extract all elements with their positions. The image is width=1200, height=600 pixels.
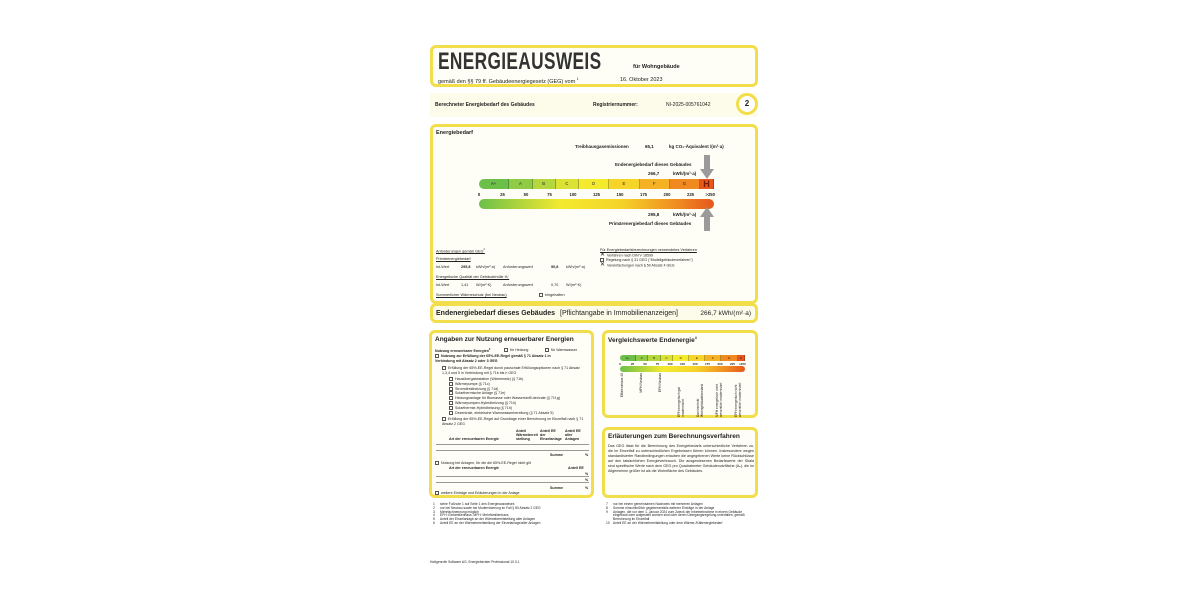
footnote: 1 siehe Fußnote 1 auf Seite 1 des Energieausweises — [433, 502, 515, 506]
col-share-header: Anteil Wärmebereitstellung — [516, 429, 538, 442]
method-item[interactable] — [600, 258, 693, 262]
energy-class-A: A — [509, 179, 532, 189]
comparison-label: MFH Neubau — [639, 373, 643, 393]
co2-label: Treibhausgasemissionen — [575, 144, 629, 149]
comparison-label: MFH energetisch nicht wesentlich modernisiert — [715, 382, 723, 417]
final-energy-label: Endenergiebedarf dieses Gebäudes — [436, 309, 556, 317]
col-all-header: Anteil EE aller Anlagen — [565, 429, 581, 442]
checked-x-icon: ✕ — [600, 262, 606, 268]
energy-class-G: G — [721, 355, 737, 361]
primary-energy-gradient-bar — [479, 199, 714, 209]
footnote: 3 Mehrfachnennung möglich — [433, 509, 479, 514]
option-checkbox[interactable]: Solarthermie-Hybridheizung (§ 71h) — [449, 406, 512, 410]
footnote: 8 Summe einschließlich gegebenenfalls weiterer Einträge in der Anlage — [606, 505, 715, 510]
method-label: Verfahren nach DIN V 18599 — [607, 253, 653, 258]
scale-tick: 25 — [500, 192, 505, 197]
more-entries-checkbox[interactable]: weitere Einträge und Erläuterungen in der Anlage — [435, 491, 520, 495]
scale-tick: >250 — [738, 362, 746, 366]
energy-class-F: F — [705, 355, 721, 361]
scale-tick: 225 — [729, 362, 736, 366]
energy-class-D: D — [579, 179, 609, 189]
comparison-label: Effizienzhaus 40 — [620, 373, 624, 398]
requirements-title: Anforderungen gemäß GEG$^2$ — [436, 248, 485, 254]
footnote: 9 Anlagen, die vor dem 1. Januar 2024 zum Zweck der Inbetriebnahme in einem Gebäude eingebaut oder aufgestellt worden sind oder deren Übergangsregelung unterfallen, gemäß Berechnung im Einzelfall — [606, 509, 745, 522]
option-checkbox[interactable]: Dezentrale, elektrische Warmwasserbereitung (§ 71 Absatz 5) — [449, 411, 554, 415]
document-title: ENERGIEAUSWEIS — [438, 48, 602, 75]
requirements-section — [436, 248, 596, 303]
scale-tick: 25 — [630, 362, 635, 366]
energy-class-H: H — [700, 179, 714, 189]
energy-class-C: C — [661, 355, 673, 361]
scale-tick: 50 — [523, 192, 529, 197]
scale-tick: 100 — [667, 362, 673, 366]
end-energy-arrow-icon — [700, 155, 714, 179]
method-label: Regelung nach § 31 GEG ("Modellgebäudeverfahren") — [606, 258, 693, 262]
energy-class-D: D — [673, 355, 689, 361]
end-energy-value: 266,7 — [648, 171, 660, 176]
end-energy-unit: kWh/(m²·a) — [673, 171, 697, 176]
sum-label: Summe — [550, 453, 563, 457]
anf-unit: kWh/(m²·a) — [566, 265, 585, 269]
comparison-scale — [620, 355, 745, 361]
footnote: 7 nur bei einem gemeinsamen Nachweis mit mehreren Anlagen — [606, 502, 703, 506]
heating-checkbox[interactable]: für Heizung — [504, 348, 528, 352]
row-percent: % — [585, 478, 589, 482]
summer-checkbox[interactable]: eingehalten — [539, 293, 565, 297]
energy-class-H: H — [738, 355, 745, 361]
energy-demand-title: Energiebedarf — [436, 130, 473, 136]
checked-x-icon: ✕ — [600, 252, 606, 258]
env-anf-unit: W/(m²·K) — [566, 283, 582, 287]
footnotes-right — [605, 503, 755, 526]
energy-class-Aplus: A+ — [479, 179, 509, 189]
comparison-label: EFH Neubau — [658, 373, 662, 393]
comparison-labels — [605, 373, 755, 417]
energy-class-G: G — [670, 179, 700, 189]
other-checkbox[interactable]: Nutzung bei Anlagen, für die die 65%-EE-Regel nicht gilt — [435, 461, 531, 465]
scale-tick: 0 — [477, 192, 481, 197]
energy-class-Aplus: A+ — [620, 355, 636, 361]
energy-class-scale — [479, 179, 714, 189]
scale-tick: 75 — [655, 362, 660, 366]
scale-tick: 75 — [547, 192, 552, 197]
energy-class-B: B — [648, 355, 660, 361]
rule-checkbox[interactable]: Nutzung zur Erfüllung der 65%-EE-Regel gemäß § 71 Absatz 1 in Verbindung mit Absatz 2 oder 3 GEG — [435, 354, 551, 363]
other-sum-label: Summe — [550, 486, 563, 490]
explanation-title: Erläuterungen zum Berechnungsverfahren — [608, 433, 740, 440]
primary-energy-label: Primärenergiebedarf dieses Gebäudes — [609, 221, 692, 226]
option-checkbox[interactable]: Heizungsanlage für Biomasse oder Wasserstoff/-derivate (§ 71f,g) — [449, 396, 560, 400]
scale-tick: 150 — [692, 362, 698, 366]
envelope-title: Energetische Qualität der Gebäudehülle Hₜ' — [436, 275, 510, 279]
energy-class-E: E — [689, 355, 705, 361]
method-item[interactable] — [600, 263, 675, 268]
comparison-label: EFH energetisch gut modernisiert — [677, 386, 685, 417]
energy-class-B: B — [533, 179, 556, 189]
summer-label: Sommerlicher Wärmeschutz (bei Neubau) — [436, 293, 507, 297]
issue-date: 16. Oktober 2023 — [620, 77, 663, 83]
scale-tick: 175 — [704, 362, 711, 366]
other-sum-percent: % — [585, 486, 589, 490]
hotwater-checkbox[interactable]: für Warmwasser — [545, 348, 577, 352]
primary-energy-value: 295,8 — [648, 212, 660, 217]
law-reference — [438, 77, 579, 85]
section-label: Berechneter Energiebedarf des Gebäudes — [435, 102, 535, 108]
primary-energy-unit: kWh/(m²·a) — [673, 212, 697, 217]
comparison-title: Vergleichswerte Endenergie$^4$ — [608, 336, 697, 345]
energy-demand-box — [430, 124, 758, 304]
anf-value: 90,8 — [551, 265, 559, 269]
calc-checkbox[interactable]: Erfüllung der 65%-EE-Regel auf Grundlage einer Berechnung im Einzelfall nach § 71 Absatz 2 GEG — [442, 417, 584, 426]
energy-class-A: A — [636, 355, 648, 361]
ist-value: 295,8 — [461, 265, 471, 269]
scale-tick: 200 — [663, 192, 671, 197]
registration-label: Registriernummer: — [593, 102, 638, 108]
env-ist-label: Ist-Wert — [436, 283, 450, 287]
option-checkbox[interactable]: Stromdirektheizung (§ 71d) — [449, 387, 498, 391]
comparison-box — [602, 330, 758, 418]
co2-value: 65,1 — [645, 144, 654, 149]
co2-unit: kg CO₂-Äquivalent /(m²·a) — [669, 144, 724, 149]
use-label: Nutzung erneuerbarer Energien$^3$ — [435, 348, 491, 354]
end-energy-label: Endenergiebedarf dieses Gebäudes — [615, 162, 692, 167]
footnote: 5 Anteil der Einzelanlage an der Wärmebereitstellung aller Anlagen — [433, 517, 536, 522]
ist-unit: kWh/(m²·a) — [476, 265, 495, 269]
footnote: 4 EFH: Einfamilienhaus, MFH: Mehrfamilienhaus — [433, 513, 509, 518]
env-anf-value: 0,70 — [551, 283, 559, 287]
info-row — [430, 93, 758, 117]
flat-options-checkbox[interactable]: Erfüllung der 65%-EE-Regel durch pauschale Erfüllungsoptionen nach § 71 Absatz 1,3,4 und 5 in Verbindung mit § 71b bis h GEG — [442, 366, 580, 375]
comparison-label: EFH energetisch nicht wesentlich modernisiert — [734, 382, 742, 417]
renewables-title: Angaben zur Nutzung erneuerbarer Energien — [435, 336, 574, 343]
renewables-box — [429, 330, 594, 498]
footnote: 10 Anteil EE an der Wärmebereitstellung oder dem Wärme-/Kältenergiebedarf — [606, 520, 723, 525]
footnote: 2 nur bei Neubau sowie bei Modernisierung im Fall § 80 Absatz 2 GEG — [433, 505, 541, 510]
footnote-mark: 1 — [576, 77, 579, 81]
document-subtitle: für Wohngebäude — [633, 64, 680, 70]
scale-tick: 100 — [569, 192, 577, 197]
comparison-gradient-bar — [620, 366, 745, 372]
final-energy-note: [Pflichtangabe in Immobilienanzeigen] — [560, 309, 678, 317]
final-energy-value: 266,7 kWh/(m²·a) — [700, 309, 751, 317]
scale-tick: 125 — [593, 192, 600, 197]
scale-tick: 50 — [643, 362, 647, 366]
env-ist-unit: W/(m²·K) — [476, 283, 492, 287]
law-text: gemäß den §§ 79 ff. Gebäudeenergiegesetz (GEG) vom — [438, 78, 576, 85]
footnotes-left — [432, 503, 597, 526]
scale-tick: >250 — [705, 192, 715, 197]
other-type-header: Art der erneuerbaren Energie — [449, 466, 499, 470]
final-energy-box — [430, 303, 758, 323]
option-checkbox[interactable]: Wärmepumpen-Hybridheizung (§ 71h) — [449, 401, 516, 405]
option-checkbox[interactable]: Wärmepumpe (§ 71c) — [449, 382, 490, 386]
option-checkbox[interactable]: Hausübergabestation (Wärmenetz) (§ 71b) — [449, 377, 523, 381]
page-number: 2 — [736, 93, 758, 115]
explanation-box — [602, 427, 758, 498]
energy-class-E: E — [609, 179, 639, 189]
scale-tick: 225 — [687, 192, 694, 197]
energy-class-C: C — [556, 179, 579, 189]
explanation-text: Das GEG lässt für die Berechnung des Energiebedarfs unterschiedliche Verfahren zu, die im Einzelfall zu unterschiedlichen Ergebnissen führen können. Insbesondere wegen standardisierter Randbedingungen erlauben die angegebenen Werte keine Rückschlüsse auf den tatsächlichen Energieverbrauch. Die ausgewiesenen Bedarfswerte der Skala sind spezifische Werte nach dem GEG pro Quadratmeter Gebäudenutzfläche (Aₙ), die im Allgemeinen größer ist als die Wohnfläche des Gebäudes. — [608, 444, 754, 473]
ist-label: Ist-Wert — [436, 265, 450, 269]
env-anf-label: Anforderungswert — [503, 283, 533, 287]
method-label: Vereinfachungen nach § 50 Absatz 4 GEG — [607, 263, 675, 268]
registration-number: NI-2025-005761042 — [666, 102, 711, 108]
option-checkbox[interactable]: Solarthermische Anlage (§ 71e) — [449, 391, 505, 395]
row-percent: % — [585, 472, 589, 476]
sum-percent: % — [585, 453, 589, 457]
scale-tick: 200 — [717, 362, 723, 366]
comparison-label: Durchschnitt Wohngebäudebestand — [696, 383, 704, 417]
scale-tick: 175 — [640, 192, 647, 197]
scale-tick: 0 — [619, 362, 621, 366]
col-single-header: Anteil EE der Einzelanlage — [540, 429, 562, 442]
scale-ticks — [479, 192, 714, 198]
primary-requirements-title: Primärenergiebedarf — [436, 257, 471, 261]
footnote: 6 Anteil EE an der Wärmebereitstellung der Einzelanlage/aller Anlagen — [433, 520, 541, 525]
methods-title: Für Energiebedarfsberechnungen verwendetes Verfahren — [600, 248, 697, 252]
energy-class-F: F — [640, 179, 670, 189]
methods-section — [600, 248, 755, 278]
header-box — [430, 45, 758, 87]
scale-tick: 150 — [616, 192, 624, 197]
anf-label: Anforderungswert — [503, 265, 533, 269]
col-type-header: Art der erneuerbaren Energie — [449, 437, 499, 441]
other-share-header: Anteil EE — [568, 466, 584, 470]
env-ist-value: 1,41 — [461, 283, 469, 287]
primary-energy-arrow-icon — [700, 207, 714, 231]
software-footer: Hottgenroth Software AG, Energieberater Professional 10.3.1 — [430, 560, 520, 564]
scale-tick: 125 — [679, 362, 686, 366]
